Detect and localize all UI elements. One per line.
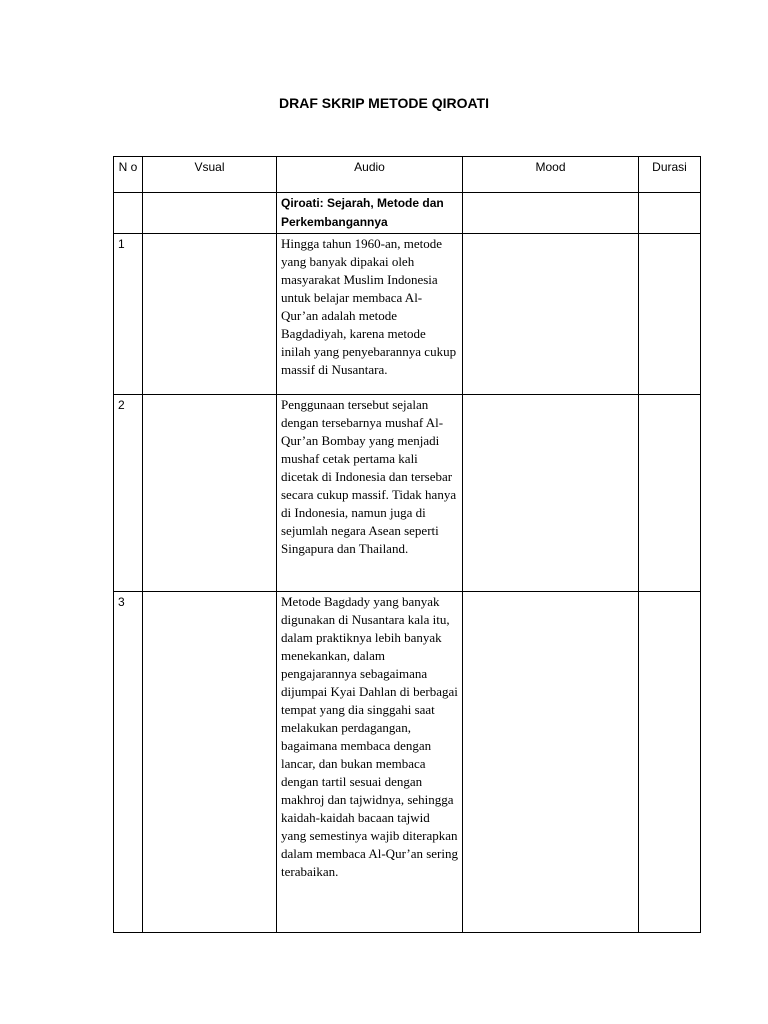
section-no-cell: [114, 193, 143, 234]
header-no: N o: [114, 157, 143, 193]
durasi-cell: [639, 592, 701, 933]
visual-cell: [143, 592, 277, 933]
section-heading-row: [114, 193, 701, 234]
table-header-row: [114, 157, 701, 193]
visual-cell: [143, 234, 277, 395]
header-audio: Audio: [277, 157, 463, 193]
section-heading: Qiroati: Sejarah, Metode dan Perkembangannya: [277, 193, 463, 234]
table-row: [114, 592, 701, 933]
durasi-cell: [639, 234, 701, 395]
script-table: [113, 156, 701, 933]
document-title: DRAF SKRIP METODE QIROATI: [278, 95, 489, 111]
section-mood-cell: [463, 193, 639, 234]
row-number: 3: [114, 592, 143, 933]
audio-cell: Hingga tahun 1960-an, metode yang banyak dipakai oleh masyarakat Muslim Indonesia untuk belajar membaca Al-Qur’an adalah metode Bagdadiyah, karena metode inilah yang penyebarannya cukup massif di Nusantara.: [277, 234, 463, 395]
mood-cell: [463, 234, 639, 395]
row-number: 2: [114, 395, 143, 592]
section-durasi-cell: [639, 193, 701, 234]
visual-cell: [143, 395, 277, 592]
table-row: [114, 234, 701, 395]
header-mood: Mood: [463, 157, 639, 193]
header-durasi: Durasi: [639, 157, 701, 193]
audio-cell: Penggunaan tersebut sejalan dengan tersebarnya mushaf Al-Qur’an Bombay yang menjadi mushaf cetak pertama kali dicetak di Indonesia dan tersebar secara cukup massif. Tidak hanya di Indonesia, namun juga di sejumlah negara Asean seperti Singapura dan Thailand.: [277, 395, 463, 592]
audio-cell: Metode Bagdady yang banyak digunakan di Nusantara kala itu, dalam praktiknya lebih banyak menekankan, dalam pengajarannya sebagaimana dijumpai Kyai Dahlan di berbagai tempat yang dia singgahi saat melakukan perdagangan, bagaimana membaca dengan lancar, dan bukan membaca dengan tartil sesuai dengan makhroj dan tajwidnya, sehingga kaidah-kaidah bacaan tajwid yang semestinya wajib diterapkan dalam membaca Al-Qur’an sering terabaikan.: [277, 592, 463, 933]
row-number: 1: [114, 234, 143, 395]
durasi-cell: [639, 395, 701, 592]
header-visual: Vsual: [143, 157, 277, 193]
section-visual-cell: [143, 193, 277, 234]
mood-cell: [463, 395, 639, 592]
table-row: [114, 395, 701, 592]
mood-cell: [463, 592, 639, 933]
